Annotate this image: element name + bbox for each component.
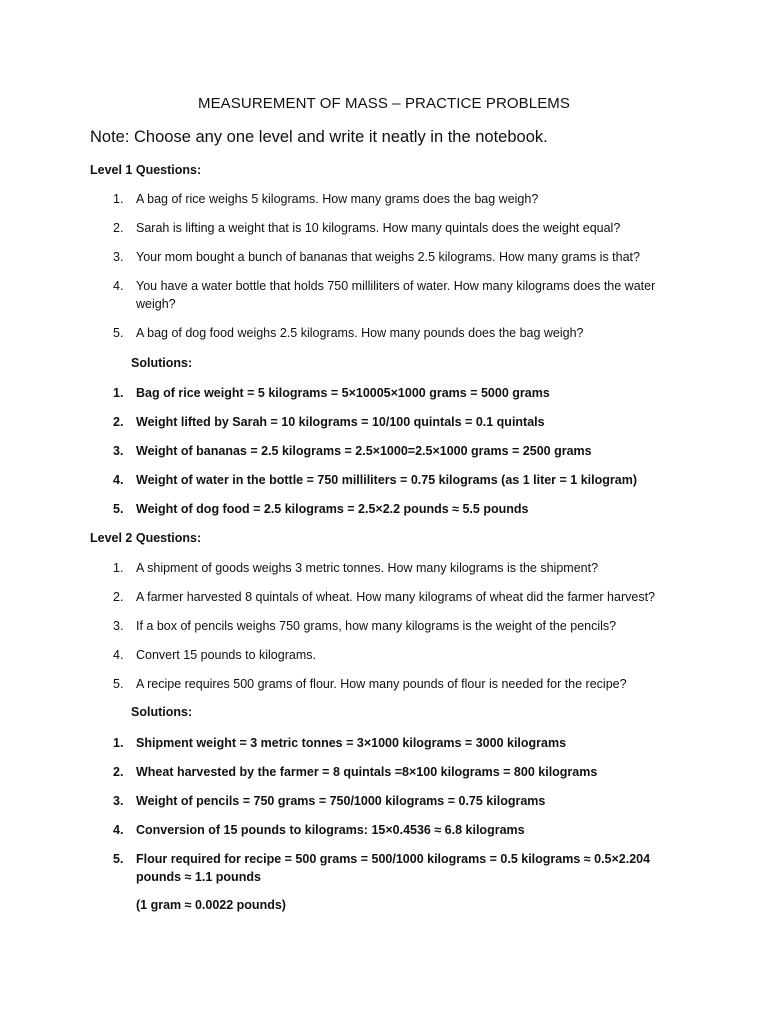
item-number: 3.: [113, 619, 124, 633]
level-2-solutions-list: [0, 734, 768, 897]
question-text: A farmer harvested 8 quintals of wheat. How many kilograms of wheat did the farmer harvest?: [136, 590, 655, 604]
list-item: [0, 413, 768, 431]
list-item: [0, 792, 768, 810]
item-number: 1.: [113, 736, 124, 750]
list-item: [0, 248, 768, 266]
level-2-heading: Level 2 Questions:: [90, 531, 202, 545]
item-number: 1.: [113, 386, 124, 400]
item-number: 4.: [113, 279, 124, 293]
item-number: 5.: [113, 326, 124, 340]
list-item: [0, 471, 768, 489]
level-2-solutions-label: Solutions:: [131, 705, 193, 719]
list-item: [0, 442, 768, 460]
item-number: 4.: [113, 823, 124, 837]
item-number: 3.: [113, 250, 124, 264]
question-text: A bag of dog food weighs 2.5 kilograms. How many pounds does the bag weigh?: [136, 326, 584, 340]
conversion-footnote: (1 gram ≈ 0.0022 pounds): [136, 898, 286, 912]
page-title: MEASUREMENT OF MASS – PRACTICE PROBLEMS: [197, 95, 571, 112]
solution-text: Flour required for recipe = 500 grams = 500/1000 kilograms = 0.5 kilograms ≈ 0.5×2.204 pounds ≈ 1.1 pounds: [136, 852, 651, 884]
list-item: [0, 675, 768, 693]
instruction-note: Note: Choose any one level and write it neatly in the notebook.: [90, 128, 548, 146]
list-item: [0, 821, 768, 839]
item-number: 4.: [113, 473, 124, 487]
item-number: 2.: [113, 221, 124, 235]
item-number: 2.: [113, 415, 124, 429]
list-item: [0, 850, 768, 886]
question-text: Convert 15 pounds to kilograms.: [136, 648, 316, 662]
level-2-questions-list: [0, 559, 768, 704]
list-item: [0, 617, 768, 635]
level-1-heading: Level 1 Questions:: [90, 163, 202, 177]
list-item: [0, 588, 768, 606]
level-1-solutions-label: Solutions:: [131, 356, 193, 370]
item-number: 2.: [113, 590, 124, 604]
question-text: A shipment of goods weighs 3 metric tonnes. How many kilograms is the shipment?: [136, 561, 599, 575]
solution-text: Weight lifted by Sarah = 10 kilograms = 10/100 quintals = 0.1 quintals: [136, 415, 545, 429]
solution-text: Wheat harvested by the farmer = 8 quintals =8×100 kilograms = 800 kilograms: [136, 765, 598, 779]
solution-text: Conversion of 15 pounds to kilograms: 15×0.4536 ≈ 6.8 kilograms: [136, 823, 525, 837]
item-number: 5.: [113, 502, 124, 516]
item-number: 3.: [113, 444, 124, 458]
question-text: Sarah is lifting a weight that is 10 kilograms. How many quintals does the weight equal?: [136, 221, 621, 235]
question-text: Your mom bought a bunch of bananas that weighs 2.5 kilograms. How many grams is that?: [136, 250, 640, 264]
solution-text: Weight of water in the bottle = 750 milliliters = 0.75 kilograms (as 1 liter = 1 kilogram): [136, 473, 637, 487]
solution-text: Weight of bananas = 2.5 kilograms = 2.5×1000=2.5×1000 grams = 2500 grams: [136, 444, 592, 458]
item-number: 1.: [113, 192, 124, 206]
item-number: 5.: [113, 852, 124, 866]
question-text: A bag of rice weighs 5 kilograms. How many grams does the bag weigh?: [136, 192, 539, 206]
solution-text: Shipment weight = 3 metric tonnes = 3×1000 kilograms = 3000 kilograms: [136, 736, 567, 750]
item-number: 4.: [113, 648, 124, 662]
list-item: [0, 190, 768, 208]
list-item: [0, 763, 768, 781]
list-item: [0, 384, 768, 402]
solution-text: Weight of pencils = 750 grams = 750/1000 kilograms = 0.75 kilograms: [136, 794, 546, 808]
list-item: [0, 324, 768, 342]
item-number: 3.: [113, 794, 124, 808]
list-item: [0, 646, 768, 664]
item-number: 2.: [113, 765, 124, 779]
list-item: [0, 734, 768, 752]
item-number: 1.: [113, 561, 124, 575]
item-number: 5.: [113, 677, 124, 691]
solution-text: Weight of dog food = 2.5 kilograms = 2.5×2.2 pounds ≈ 5.5 pounds: [136, 502, 529, 516]
solution-text: Bag of rice weight = 5 kilograms = 5×10005×1000 grams = 5000 grams: [136, 386, 550, 400]
list-item: [0, 559, 768, 577]
level-1-solutions-list: [0, 384, 768, 529]
list-item: [0, 277, 768, 313]
question-text: You have a water bottle that holds 750 milliliters of water. How many kilograms does the water weigh?: [136, 279, 656, 311]
list-item: [0, 500, 768, 518]
list-item: [0, 219, 768, 237]
level-1-questions-list: [0, 190, 768, 353]
question-text: If a box of pencils weighs 750 grams, how many kilograms is the weight of the pencils?: [136, 619, 617, 633]
question-text: A recipe requires 500 grams of flour. How many pounds of flour is needed for the recipe?: [136, 677, 627, 691]
